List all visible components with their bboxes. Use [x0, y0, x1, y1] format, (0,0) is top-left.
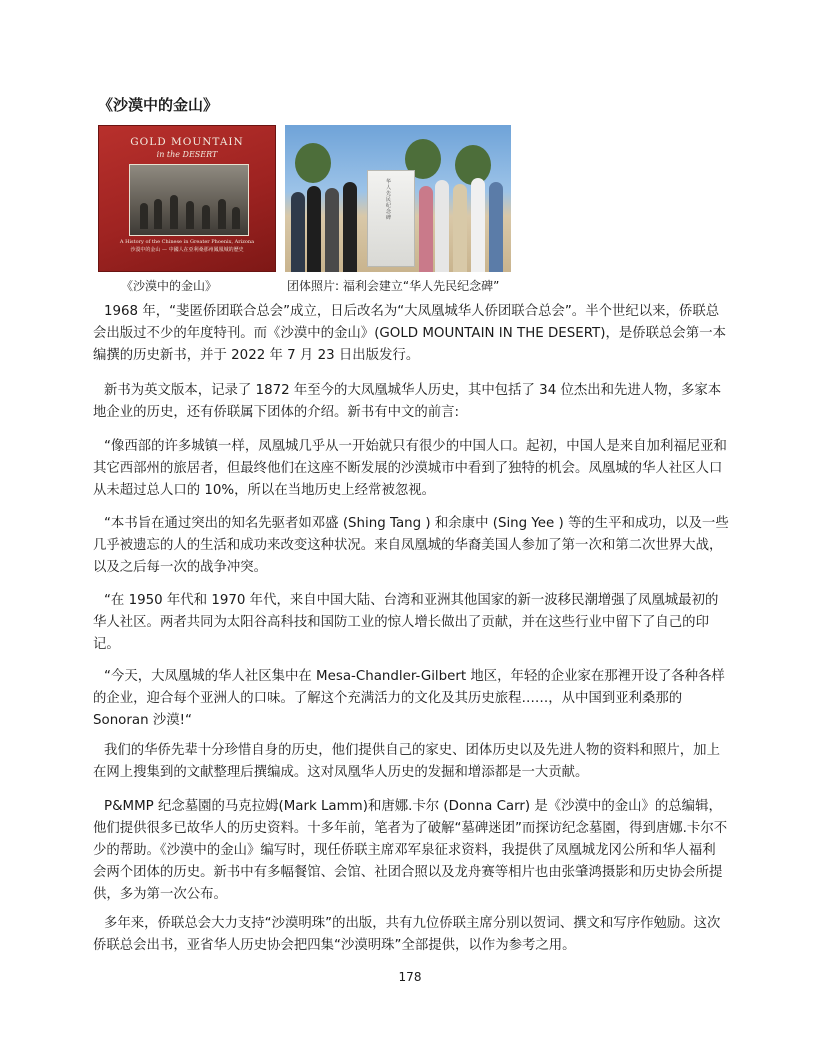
monument-inscription: 华人先民纪念碑 — [386, 179, 392, 221]
paragraph-7: 我们的华侨先辈十分珍惜自身的历史，他们提供自己的家史、团体历史以及先进人物的资料和照片，加上在网上搜集到的文献整理后撰编成。这对凤凰华人历史的发掘和增添都是一大贡献。 — [93, 743, 720, 780]
paragraph-6: “今天，大凤凰城的华人社区集中在 Mesa-Chandler-Gilbert 地区，年轻的企业家在那裡开设了各种各样的企业，迎合每个亚洲人的口味。了解这个充满活力的文化及其历史旅程……，从中国到亚利桑那的 Sonoran 沙漠!“ — [93, 669, 725, 728]
paragraph-9: 多年来，侨联总会大力支持“沙漠明珠”的出版，共有九位侨联主席分别以贺词、撰文和写序作勉励。这次侨联总会出书，亚省华人历史协会把四集“沙漠明珠”全部提供，以作为参考之用。 — [93, 916, 721, 953]
book-cover-caption: A History of the Chinese in Greater Phoenix, Arizona 沙漠中的金山 — 中國人在亞利桑那州鳳凰城的歷史 — [119, 239, 255, 253]
book-cover-photo — [129, 164, 249, 236]
paragraph-8: P&MMP 纪念墓園的马克拉姆(Mark Lamm)和唐娜.卡尔 (Donna Carr) 是《沙漠中的金山》的总编辑，他们提供很多已故华人的历史资料。十多年前，笔者为了破解“墓碑迷团”而探访纪念墓園，得到唐娜.卡尔不少的帮助。《沙漠中的金山》编写时，现任侨联主席邓军泉征求资料，我提供了凤凰城龙冈公所和华人福利会两个团体的历史。新书中有多幅餐馆、会馆、社团合照以及龙舟赛等相片也由张肇鸿摄影和历史协会所提供，多为第一次公布。 — [93, 799, 728, 902]
book-caption: 《沙漠中的金山》 — [121, 279, 218, 293]
paragraph-2: 新书为英文版本，记录了 1872 年至今的大凤凰城华人历史，其中包括了 34 位杰出和先进人物，多家本地企业的历史，还有侨联属下团体的介绍。新书有中文的前言: — [93, 383, 722, 420]
group-photo-image — [285, 125, 511, 272]
section-heading: 《沙漠中的金山》 — [98, 96, 219, 114]
book-cover-image — [98, 125, 276, 272]
book-cover-title: GOLD MOUNTAIN — [130, 136, 244, 148]
group-photo-caption: 团体照片: 福利会建立“华人先民纪念碑” — [287, 279, 500, 293]
book-cover-subtitle: in the DESERT — [156, 150, 218, 159]
paragraph-3: “像西部的许多城镇一样，凤凰城几乎从一开始就只有很少的中国人口。起初，中国人是来自加利福尼亚和其它西部州的旅居者，但最终他们在这座不断发展的沙漠城市中看到了独特的机会。凤凰城的华人社区人口从未超过总人口的 10%，所以在当地历史上经常被忽视。 — [93, 439, 727, 498]
paragraph-4: “本书旨在通过突出的知名先驱者如邓盛 (Shing Tang ) 和余康中 (Sing Yee ) 等的生平和成功，以及一些几乎被遗忘的人的生活和成功来改变这种状况。来自凤凰城的华裔美国人参加了第一次和第二次世界大战，以及之后每一次的战争冲突。 — [93, 516, 729, 575]
page-number: 178 — [398, 970, 422, 984]
paragraph-1: 1968 年，“斐匿侨团联合总会”成立，日后改名为“大凤凰城华人侨团联合总会”。半个世纪以来，侨联总会出版过不少的年度特刊。而《沙漠中的金山》(GOLD MOUNTAIN IN THE DESERT)，是侨联总会第一本编撰的历史新书，并于 2022 年 7 月 23 日出版发行。 — [93, 304, 726, 363]
monument — [367, 170, 415, 267]
paragraph-5: “在 1950 年代和 1970 年代，来自中国大陆、台湾和亚洲其他国家的新一波移民潮增强了凤凰城最初的华人社区。两者共同为太阳谷高科技和国防工业的惊人增长做出了贡献，并在这些行业中留下了自己的印记。 — [93, 593, 719, 652]
